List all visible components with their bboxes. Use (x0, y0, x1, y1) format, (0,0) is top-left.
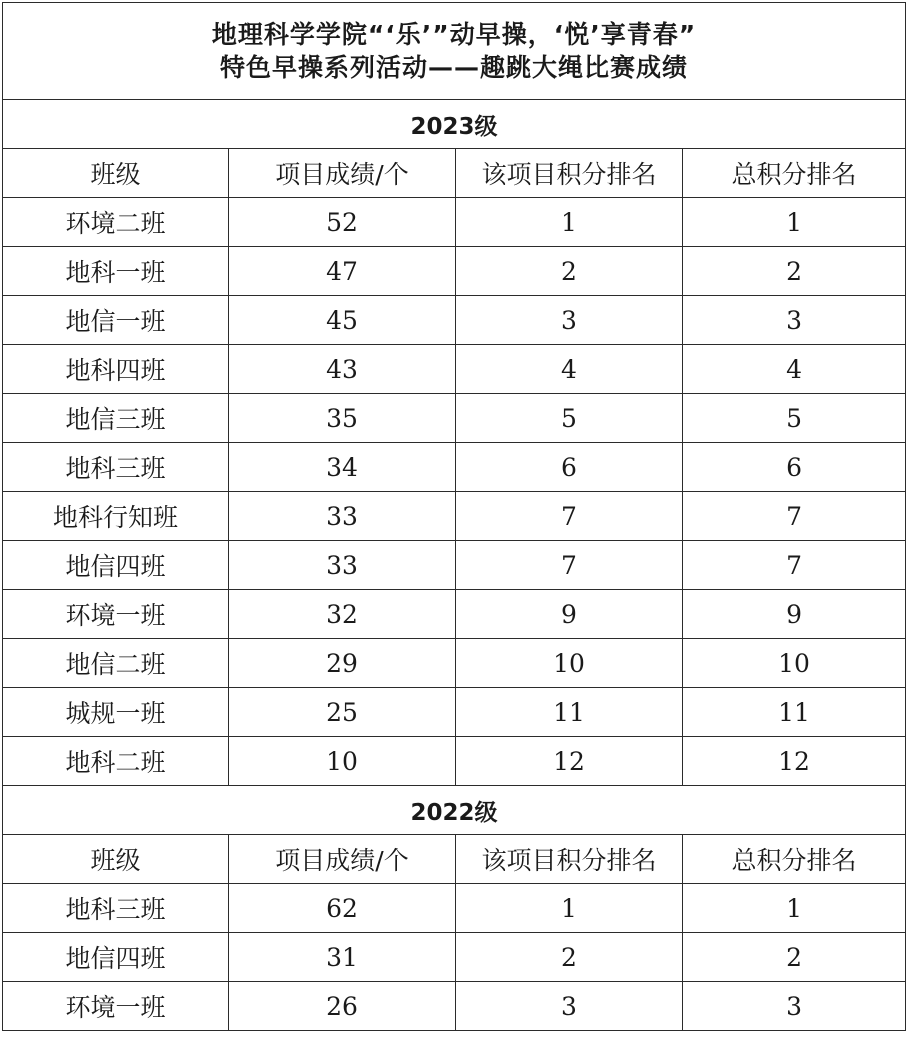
score-cell: 10 (229, 737, 456, 786)
score-cell: 32 (229, 590, 456, 639)
total-rank-cell: 9 (683, 590, 906, 639)
class-name-cell: 地信三班 (3, 394, 229, 443)
grade-heading: 2023级 (3, 100, 906, 149)
class-name-cell: 地科三班 (3, 884, 229, 933)
total-rank-cell: 12 (683, 737, 906, 786)
event-rank-cell: 1 (456, 884, 683, 933)
header-score: 项目成绩/个 (229, 149, 456, 198)
score-cell: 35 (229, 394, 456, 443)
event-rank-cell: 3 (456, 982, 683, 1031)
table-row (3, 590, 906, 639)
event-rank-cell: 1 (456, 198, 683, 247)
class-name-cell: 城规一班 (3, 688, 229, 737)
event-rank-cell: 7 (456, 541, 683, 590)
table-row (3, 688, 906, 737)
score-cell: 34 (229, 443, 456, 492)
total-rank-cell: 4 (683, 345, 906, 394)
event-rank-cell: 5 (456, 394, 683, 443)
score-cell: 25 (229, 688, 456, 737)
title-line-1: 地理科学学院“‘乐’”动早操，‘悦’享青春” (211, 20, 697, 49)
header-score: 项目成绩/个 (229, 835, 456, 884)
total-rank-cell: 2 (683, 247, 906, 296)
table-row (3, 737, 906, 786)
class-name-cell: 地科三班 (3, 443, 229, 492)
table-row (3, 345, 906, 394)
event-rank-cell: 2 (456, 247, 683, 296)
class-name-cell: 地信二班 (3, 639, 229, 688)
score-cell: 33 (229, 492, 456, 541)
table-row (3, 247, 906, 296)
class-name-cell: 地科行知班 (3, 492, 229, 541)
class-name-cell: 地科四班 (3, 345, 229, 394)
results-sheet (0, 2, 908, 1053)
total-rank-cell: 1 (683, 198, 906, 247)
table-row (3, 884, 906, 933)
table-title (3, 3, 906, 100)
event-rank-cell: 10 (456, 639, 683, 688)
event-rank-cell: 11 (456, 688, 683, 737)
score-cell: 43 (229, 345, 456, 394)
score-cell: 47 (229, 247, 456, 296)
total-rank-cell: 3 (683, 982, 906, 1031)
class-name-cell: 环境二班 (3, 198, 229, 247)
total-rank-cell: 3 (683, 296, 906, 345)
event-rank-cell: 3 (456, 296, 683, 345)
class-name-cell: 地科二班 (3, 737, 229, 786)
event-rank-cell: 2 (456, 933, 683, 982)
total-rank-cell: 7 (683, 541, 906, 590)
grade-row (3, 100, 906, 149)
event-rank-cell: 12 (456, 737, 683, 786)
class-name-cell: 地信一班 (3, 296, 229, 345)
total-rank-cell: 6 (683, 443, 906, 492)
class-name-cell: 环境一班 (3, 982, 229, 1031)
total-rank-cell: 5 (683, 394, 906, 443)
results-table (2, 2, 906, 1031)
table-row (3, 443, 906, 492)
score-cell: 26 (229, 982, 456, 1031)
class-name-cell: 地科一班 (3, 247, 229, 296)
table-row (3, 492, 906, 541)
score-cell: 31 (229, 933, 456, 982)
grade-heading: 2022级 (3, 786, 906, 835)
total-rank-cell: 7 (683, 492, 906, 541)
title-line-2: 特色早操系列活动——趣跳大绳比赛成绩 (220, 53, 689, 82)
header-event-rank: 该项目积分排名 (456, 835, 683, 884)
score-cell: 62 (229, 884, 456, 933)
header-class: 班级 (3, 835, 229, 884)
event-rank-cell: 7 (456, 492, 683, 541)
class-name-cell: 环境一班 (3, 590, 229, 639)
score-cell: 29 (229, 639, 456, 688)
table-row (3, 933, 906, 982)
header-total-rank: 总积分排名 (683, 835, 906, 884)
score-cell: 45 (229, 296, 456, 345)
score-cell: 52 (229, 198, 456, 247)
column-header-row (3, 835, 906, 884)
grade-row (3, 786, 906, 835)
total-rank-cell: 2 (683, 933, 906, 982)
total-rank-cell: 1 (683, 884, 906, 933)
table-row (3, 541, 906, 590)
event-rank-cell: 6 (456, 443, 683, 492)
total-rank-cell: 11 (683, 688, 906, 737)
table-row (3, 296, 906, 345)
header-event-rank: 该项目积分排名 (456, 149, 683, 198)
total-rank-cell: 10 (683, 639, 906, 688)
table-row (3, 982, 906, 1031)
header-class: 班级 (3, 149, 229, 198)
header-total-rank: 总积分排名 (683, 149, 906, 198)
event-rank-cell: 4 (456, 345, 683, 394)
class-name-cell: 地信四班 (3, 933, 229, 982)
table-row (3, 394, 906, 443)
table-row (3, 639, 906, 688)
table-row (3, 198, 906, 247)
class-name-cell: 地信四班 (3, 541, 229, 590)
score-cell: 33 (229, 541, 456, 590)
column-header-row (3, 149, 906, 198)
event-rank-cell: 9 (456, 590, 683, 639)
